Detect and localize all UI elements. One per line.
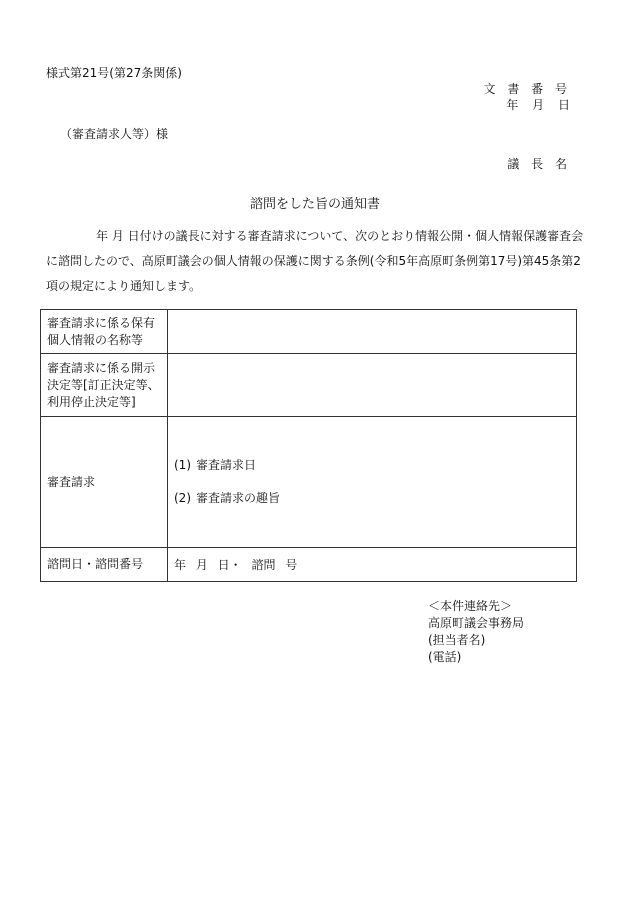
document-title: 諮問をした旨の通知書	[249, 197, 380, 212]
label-line: 個人情報の名称等	[47, 332, 144, 347]
contact-block	[428, 598, 524, 666]
notice-table	[40, 309, 577, 582]
chair-name: 議 長 名	[507, 157, 571, 171]
notice-paragraph	[46, 224, 584, 299]
request-item-date	[174, 457, 570, 474]
value-cell-personal-info[interactable]	[168, 310, 577, 354]
document-number-label: 文 書 番 号	[483, 82, 571, 96]
table-row	[41, 417, 577, 548]
label-line: 利用停止決定等]	[47, 394, 136, 409]
value-cell-inquiry-date[interactable]: 年 月 日・ 諮問 号	[168, 548, 577, 582]
item-number: (1)	[174, 458, 191, 472]
label-line: 審査請求に係る開示	[47, 360, 156, 375]
table-row	[41, 548, 577, 582]
contact-office: 高原町議会事務局	[428, 616, 525, 630]
notice-paragraph-text: 年 月 日付けの議長に対する審査請求について、次のとおり情報公開・個人情報保護審査会に諮問したので、高原町議会の個人情報の保護に関する条例(令和5年高原町条例第17号)第45条第2項の規定により通知します。	[46, 229, 584, 293]
contact-phone: (電話)	[428, 650, 462, 664]
row-label-personal-info	[41, 310, 168, 354]
item-number: (2)	[174, 491, 191, 505]
item-text: 審査請求日	[196, 458, 257, 472]
row-label-request: 審査請求	[41, 417, 168, 548]
addressee: （審査請求人等）様	[60, 127, 169, 141]
contact-heading: ＜本件連絡先＞	[428, 599, 513, 613]
row-label-inquiry-date: 諮問日・諮問番号	[41, 548, 168, 582]
item-text: 審査請求の趣旨	[196, 491, 281, 505]
contact-person: (担当者名)	[428, 633, 486, 647]
table-row	[41, 354, 577, 417]
value-cell-request[interactable]	[168, 417, 577, 548]
form-number: 様式第21号(第27条関係)	[46, 66, 182, 80]
row-label-disclosure-decision	[41, 354, 168, 417]
request-item-purpose	[174, 490, 570, 507]
label-line: 審査請求に係る保有	[47, 315, 156, 330]
table-row	[41, 310, 577, 354]
value-cell-disclosure-decision[interactable]	[168, 354, 577, 417]
label-line: 決定等[訂正決定等、	[47, 377, 160, 392]
document-date-label: 年 月 日	[506, 98, 571, 112]
